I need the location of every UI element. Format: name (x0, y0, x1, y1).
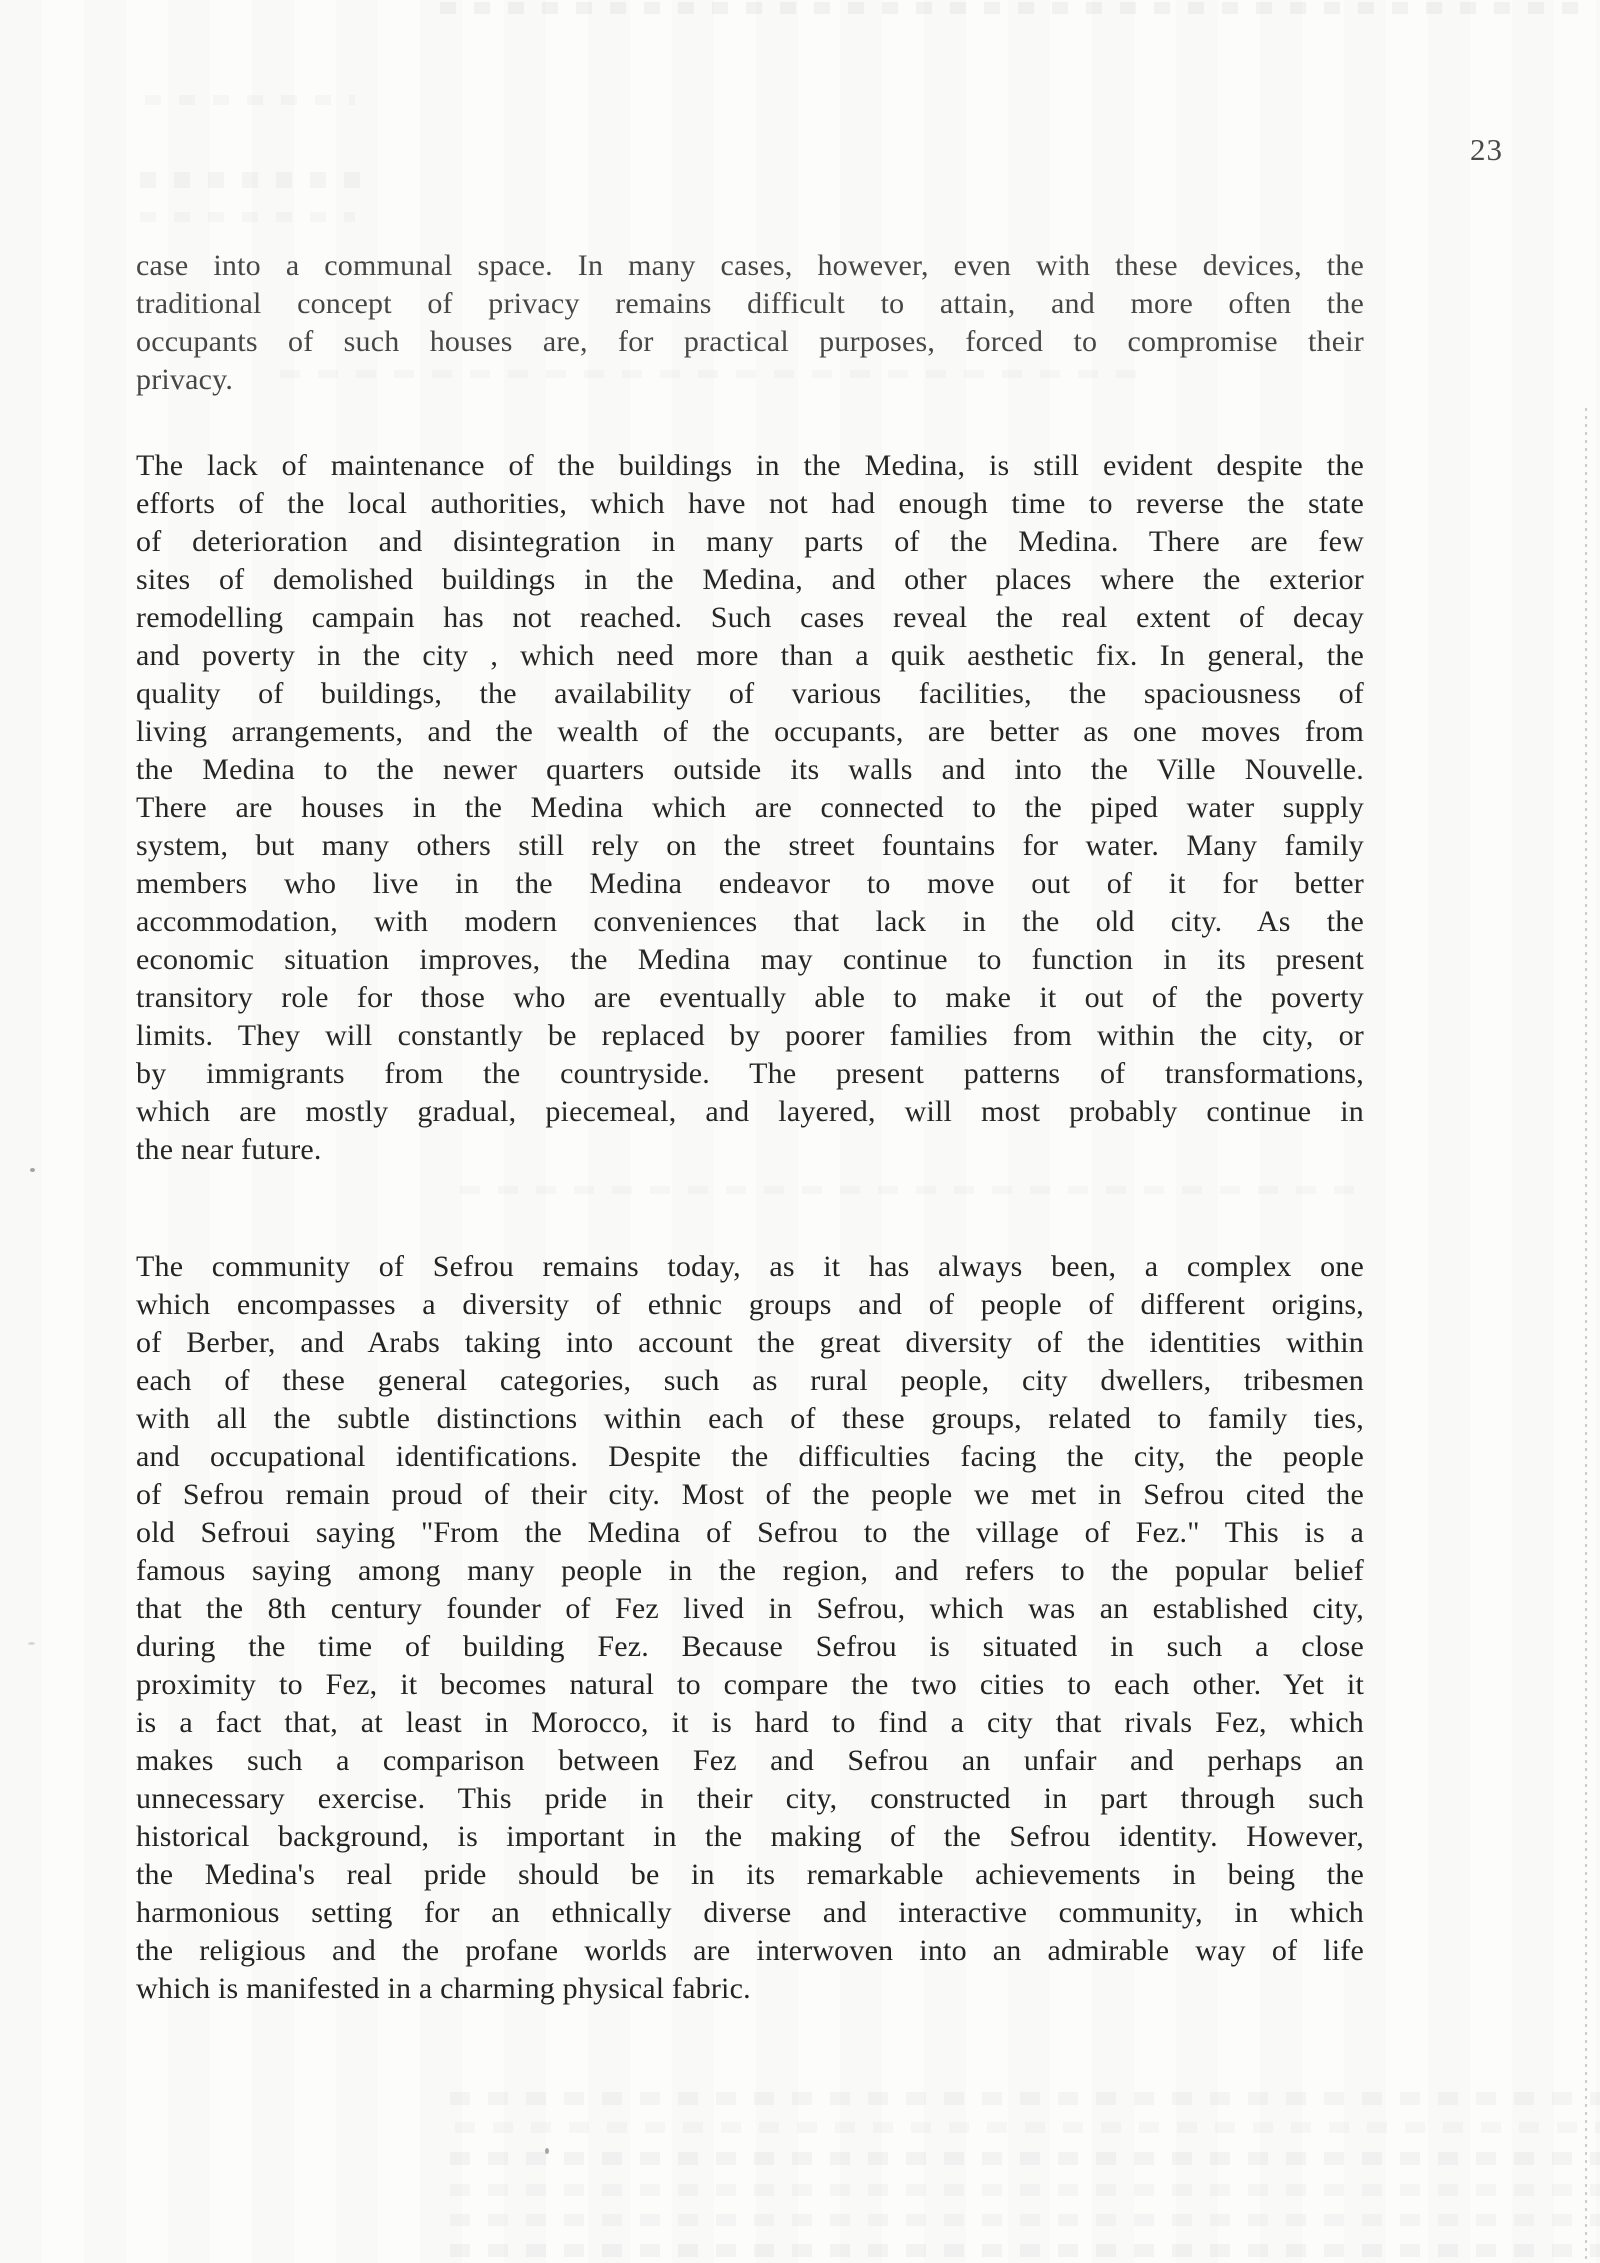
scan-artifact-ghost-text (450, 2214, 1600, 2226)
text-line: of Berber, and Arabs taking into account the great diversity of the identities within (136, 1326, 1364, 1359)
text-line: makes such a comparison between Fez and Sefrou an unfair and perhaps an (136, 1744, 1364, 1777)
scan-artifact-smudge (145, 95, 355, 105)
scan-artifact-ghost-text (450, 2184, 1600, 2196)
text-line: The lack of maintenance of the buildings in the Medina, is still evident despite the (136, 449, 1364, 482)
text-line: that the 8th century founder of Fez lived in Sefrou, which was an established city, (136, 1592, 1364, 1625)
text-line: during the time of building Fez. Because Sefrou is situated in such a close (136, 1630, 1364, 1663)
paragraph-2 (136, 447, 1364, 1169)
text-line: and occupational identifications. Despite the difficulties facing the city, the people (136, 1440, 1364, 1473)
text-line: limits. They will constantly be replaced by poorer families from within the city, or (136, 1019, 1364, 1052)
text-line: historical background, is important in the making of the Sefrou identity. However, (136, 1820, 1364, 1853)
scan-speck (30, 1168, 35, 1172)
scan-artifact-ghost-text (450, 2092, 1600, 2105)
text-line: members who live in the Medina endeavor to move out of it for better (136, 867, 1364, 900)
text-line: which encompasses a diversity of ethnic groups and of people of different origins, (136, 1288, 1364, 1321)
text-line: harmonious setting for an ethnically diverse and interactive community, in which (136, 1896, 1364, 1929)
text-line: of Sefrou remain proud of their city. Most of the people we met in Sefrou cited the (136, 1478, 1364, 1511)
text-line: of deterioration and disintegration in many parts of the Medina. There are few (136, 525, 1364, 558)
paragraph-1 (136, 247, 1364, 399)
text-line: the Medina to the newer quarters outside its walls and into the Ville Nouvelle. (136, 753, 1364, 786)
text-line: the religious and the profane worlds are interwoven into an admirable way of life (136, 1934, 1364, 1967)
text-line: The community of Sefrou remains today, as it has always been, a complex one (136, 1250, 1364, 1283)
text-line: is a fact that, at least in Morocco, it is hard to find a city that rivals Fez, which (136, 1706, 1364, 1739)
text-line: old Sefroui saying "From the Medina of Sefrou to the village of Fez." This is a (136, 1516, 1364, 1549)
text-line: sites of demolished buildings in the Medina, and other places where the exterior (136, 563, 1364, 596)
text-line: privacy. (136, 363, 234, 396)
text-line: case into a communal space. In many cases, however, even with these devices, the (136, 249, 1364, 282)
text-line: economic situation improves, the Medina may continue to function in its present (136, 943, 1364, 976)
text-line: quality of buildings, the availability of various facilities, the spaciousness of (136, 677, 1364, 710)
scan-artifact-ghost-text (450, 2244, 1600, 2257)
text-line: occupants of such houses are, for practical purposes, forced to compromise their (136, 325, 1364, 358)
text-line: living arrangements, and the wealth of the occupants, are better as one moves from (136, 715, 1364, 748)
scan-speck (545, 2148, 549, 2154)
scan-artifact-smudge (140, 212, 355, 222)
text-line: There are houses in the Medina which are connected to the piped water supply (136, 791, 1364, 824)
text-line: system, but many others still rely on the street fountains for water. Many family (136, 829, 1364, 862)
scan-artifact-ghost-text (455, 2122, 1600, 2133)
scan-artifact-smudge (460, 1186, 1360, 1194)
text-line: traditional concept of privacy remains difficult to attain, and more often the (136, 287, 1364, 320)
text-line: remodelling campain has not reached. Such cases reveal the real extent of decay (136, 601, 1364, 634)
text-line: unnecessary exercise. This pride in their city, constructed in part through such (136, 1782, 1364, 1815)
paragraph-3 (136, 1248, 1364, 2008)
text-line: the near future. (136, 1133, 322, 1166)
text-line: famous saying among many people in the region, and refers to the popular belief (136, 1554, 1364, 1587)
text-line: which is manifested in a charming physical fabric. (136, 1972, 751, 2005)
page-number: 23 (1470, 132, 1503, 167)
text-line: and poverty in the city , which need more than a quik aesthetic fix. In general, the (136, 639, 1364, 672)
text-line: transitory role for those who are eventually able to make it out of the poverty (136, 981, 1364, 1014)
scan-speck (28, 1642, 35, 1645)
text-line: efforts of the local authorities, which have not had enough time to reverse the state (136, 487, 1364, 520)
text-line: proximity to Fez, it becomes natural to compare the two cities to each other. Yet it (136, 1668, 1364, 1701)
text-line: by immigrants from the countryside. The present patterns of transformations, (136, 1057, 1364, 1090)
scan-artifact-top-band (440, 2, 1590, 14)
scan-edge-line (1585, 408, 1587, 2263)
text-line: with all the subtle distinctions within each of these groups, related to family ties, (136, 1402, 1364, 1435)
scan-artifact-smudge (140, 172, 360, 188)
text-line: which are mostly gradual, piecemeal, and layered, will most probably continue in (136, 1095, 1364, 1128)
scan-artifact-ghost-text (450, 2152, 1600, 2165)
text-line: each of these general categories, such as rural people, city dwellers, tribesmen (136, 1364, 1364, 1397)
text-line: accommodation, with modern conveniences that lack in the old city. As the (136, 905, 1364, 938)
text-line: the Medina's real pride should be in its remarkable achievements in being the (136, 1858, 1364, 1891)
